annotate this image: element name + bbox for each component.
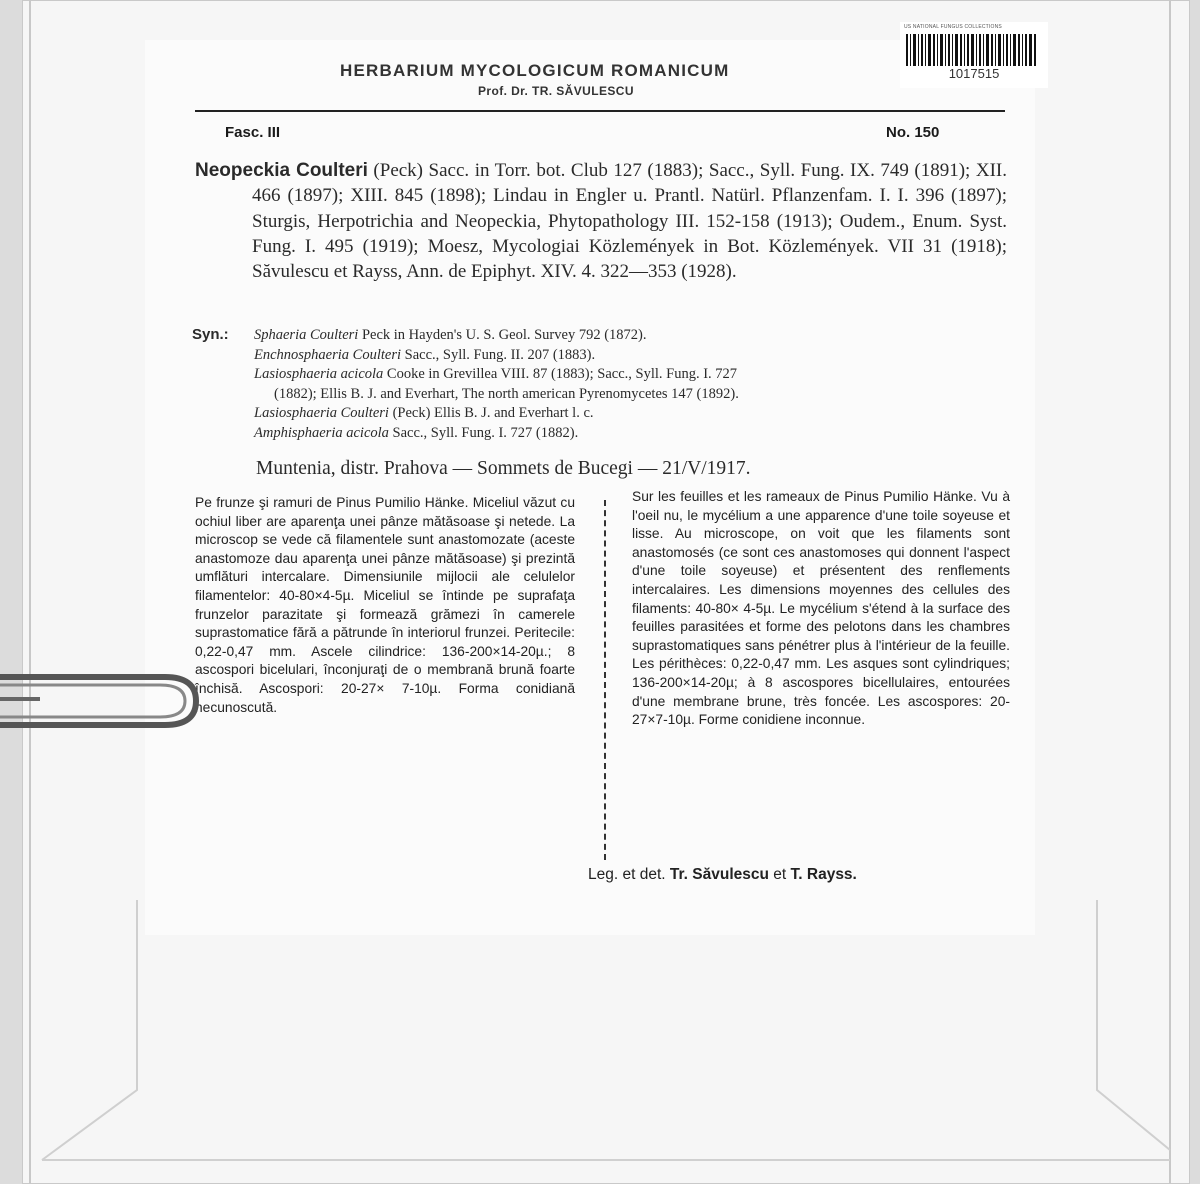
herbarium-title: HERBARIUM MYCOLOGICUM ROMANICUM: [340, 61, 730, 80]
fascicle-label: Fasc. III: [225, 124, 281, 141]
synonyms-label: Syn.:: [192, 326, 229, 343]
main-citation: [195, 158, 1007, 284]
synonym-line: Amphisphaeria acicola Sacc., Syll. Fung. I. 727 (1882).: [254, 424, 579, 441]
barcode-label: [900, 22, 1048, 88]
synonym-line: Sphaeria Coulteri Peck in Hayden's U. S. Geol. Survey 792 (1872).: [254, 327, 647, 343]
barcode-institution: US NATIONAL FUNGUS COLLECTIONS: [904, 24, 1002, 30]
collector-line: Leg. et det. Tr. Săvulescu et T. Rayss.: [588, 866, 857, 883]
column-divider: [604, 500, 607, 860]
barcode-icon: [906, 34, 1038, 66]
locality-line: Muntenia, distr. Prahova — Sommets de Bucegi — 21/V/1917.: [256, 458, 751, 479]
herbarium-subtitle: Prof. Dr. TR. SĂVULESCU: [478, 84, 634, 98]
synonym-line: Enchnosphaeria Coulteri Sacc., Syll. Fung. II. 207 (1883).: [254, 346, 596, 363]
taxon-name: Neopeckia Coulteri: [195, 160, 368, 181]
header-rule: [195, 110, 1005, 112]
citation-text: (Peck) Sacc. in Torr. bot. Club 127 (1883); Sacc., Syll. Fung. IX. 749 (1891); XII. 466 (1897); XIII. 845 (1898); Lindau in Engler u. Prantl. Natürl. Pflanzenfam. I. I. 396 (1897); Sturgis, Herpotrichia and Neopeckia, Phytopathology III. 152-158 (1913); Oudem., Enum. Syst. Fung. I. 495 (1919); Moesz, Mycologiai Közlemények in Bot. Közlemények. VII 31 (1918); Săvulescu et Rayss, Ann. de Epiphyt. XIV. 4. 322—353 (1928).: [252, 160, 1007, 283]
paper-clip-icon: [0, 655, 210, 735]
barcode-number: 1017515: [948, 66, 1000, 81]
synonym-line: Lasiosphaeria acicola Cooke in Grevillea VIII. 87 (1883); Sacc., Syll. Fung. I. 727: [254, 366, 738, 382]
specimen-number: No. 150: [886, 124, 940, 141]
description-french: Sur les feuilles et les rameaux de Pinus Pumilio Hänke. Vu à l'oeil nu, le mycélium a une apparence d'une toile soyeuse et lisse. Au microscope, on voit que les filaments sont anastomosés (ce sont ces anastomoses qui donnent l'aspect d'une toile soyeuse) et présentent des renflements intercalaires. Les dimensions moyennes des cellules des filaments: 40-80× 4-5µ. Le mycélium s'étend à la surface des feuilles parasitées et forme des pelotons dans les chambres suprastomatiques sans pénétrer plus à l'intérieur de la feuille. Les périthèces: 0,22-0,47 mm. Les asques sont cylindriques; 136-200×14-20µ; à 8 ascospores bicellulaires, entourées d'une membrane brune, très foncée. Les ascospores: 20-27×7-10µ. Forme conidiene inconnue.: [632, 489, 1010, 728]
description-romanian: Pe frunze şi ramuri de Pinus Pumilio Hänke. Miceliul văzut cu ochiul liber are aparenţa unei pânze mătăsoase şi netede. La microscop se vede că filamentele sunt anastomozate (aceste anastomoze dau aparenţa unei pânze mătăsoase) şi prezintă umflături intercalare. Dimensiunile mijlocii ale celulelor filamentelor: 40-80×4-5µ. Miceliul se întinde pe suprafaţa frunzelor parazitate şi formează grămezi în camerele suprastomatice fără a pătrunde în interiorul frunzei. Peritecile: 0,22-0,47 mm. Ascele cilindrice: 136-200×14-20µ.; 8 ascospori bicelulari, înconjuraţi de o membrană brună foarte închisă. Ascospori: 20-27× 7-10µ. Forma conidiană necunoscută.: [195, 495, 575, 715]
synonym-line: Lasiosphaeria Coulteri (Peck) Ellis B. J. and Everhart l. c.: [254, 405, 594, 421]
synonym-line: (1882); Ellis B. J. and Everhart, The north american Pyrenomycetes 147 (1892).: [274, 385, 739, 402]
